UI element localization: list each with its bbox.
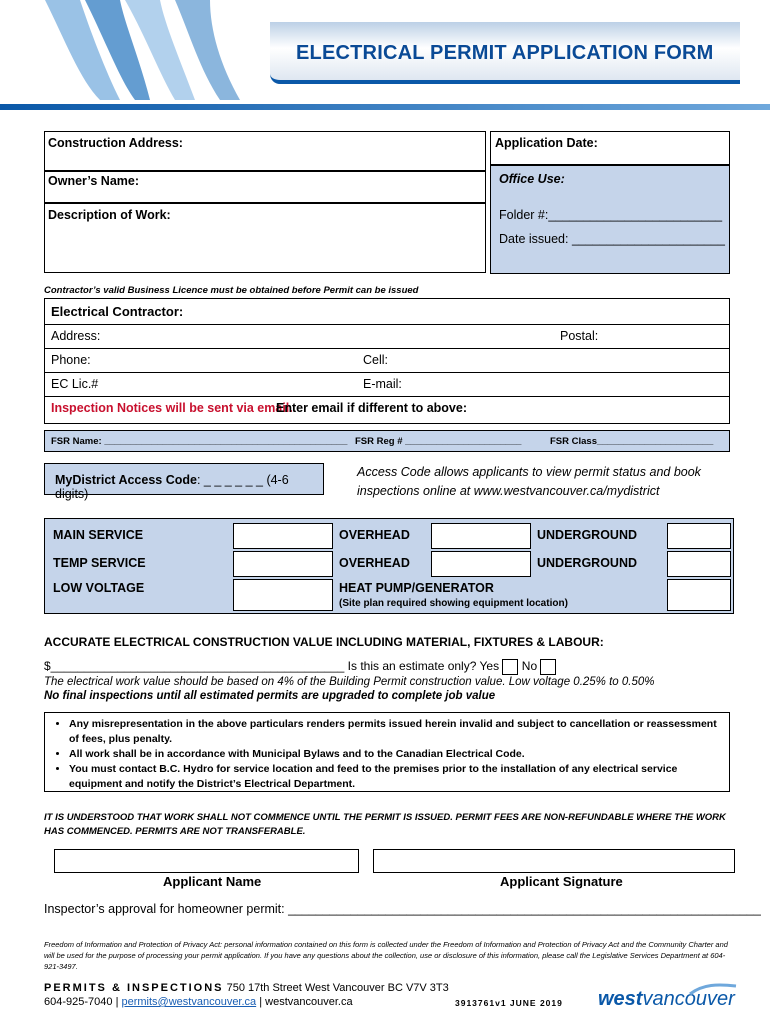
access-note-line1: Access Code allows applicants to view permit status and book: [357, 465, 701, 479]
footer-web[interactable]: westvancouver.ca: [265, 996, 353, 1008]
main-underground-checkbox[interactable]: [667, 523, 731, 549]
final-inspection-note: No final inspections until all estimated permits are upgraded to complete job value: [44, 690, 496, 702]
logo-west: west: [598, 988, 643, 1010]
fsr-class[interactable]: FSR Class______________________: [550, 436, 714, 447]
estimate-no-label: No: [521, 659, 538, 674]
temp-overhead-checkbox[interactable]: [431, 551, 531, 577]
address-label[interactable]: Address:: [51, 329, 101, 343]
page-title: ELECTRICAL PERMIT APPLICATION FORM: [296, 42, 714, 64]
site-plan-note: (Site plan required showing equipment location): [339, 598, 568, 609]
date-issued-label: Date issued: ______________________: [499, 232, 725, 246]
estimate-no-checkbox[interactable]: [540, 659, 556, 675]
office-use-label: Office Use:: [499, 172, 565, 186]
footer-contact-line: [44, 996, 353, 1008]
description-label: Description of Work:: [48, 208, 171, 222]
temp-service-checkbox[interactable]: [233, 551, 333, 577]
owners-name-field[interactable]: [44, 171, 486, 203]
ec-lic-label[interactable]: EC Lic.#: [51, 377, 99, 391]
footer-separator: |: [259, 996, 263, 1008]
temp-underground-label: UNDERGROUND: [537, 556, 637, 570]
condition-item: • All work shall be in accordance with Municipal Bylaws and to the Canadian Electrical Code.: [69, 747, 723, 762]
value-dollar-line: $____________________________________________ Is this an estimate only? Yes: [44, 659, 500, 674]
licence-note: Contractor’s valid Business Licence must be obtained before Permit can be issued: [44, 285, 419, 296]
footer-address-line: [44, 982, 449, 994]
applicant-signature-field[interactable]: [373, 849, 735, 873]
construction-address-label: Construction Address:: [48, 136, 183, 150]
heat-pump-checkbox[interactable]: [667, 579, 731, 611]
footer-separator: |: [115, 996, 119, 1008]
main-service-label-cell: MAIN SERVICE: [53, 528, 144, 542]
west-vancouver-w-graphic: [25, 0, 255, 105]
condition-item: • Any misrepresentation in the above particulars renders permits issued herein invalid and subject to cancellation or reassessment of fees, plus penalty.: [69, 717, 723, 747]
contractor-title: Electrical Contractor:: [51, 304, 184, 319]
construction-address-field[interactable]: [44, 131, 486, 171]
inspection-notice-red: Inspection Notices will be sent via email.: [51, 401, 293, 415]
application-date-label: Application Date:: [495, 136, 598, 150]
footer-email-link[interactable]: permits@westvancouver.ca: [121, 996, 257, 1008]
fsr-row: [44, 430, 730, 452]
phone-label[interactable]: Phone:: [51, 353, 91, 367]
application-date-field[interactable]: [490, 131, 730, 165]
temp-service-label: TEMP SERVICE: [53, 556, 146, 570]
conditions-list: [51, 717, 723, 792]
service-grid: [44, 518, 734, 614]
footer-dept: PERMITS & INSPECTIONS: [44, 982, 224, 994]
inspection-notice-email[interactable]: Enter email if different to above:: [276, 401, 468, 415]
privacy-notice: Freedom of Information and Protection of Privacy Act: personal information contained on this form is collected under the Freedom of Information and Protection of Privacy Act and the Community Charter and will be used for the purpose of processing your permit application. If you have any questions about the collection, use or disclosure of this information, please call the Legislative Services Department at 604-921-3497.: [44, 940, 728, 971]
folder-label: Folder #:_________________________: [499, 208, 723, 222]
header-rule: [0, 104, 770, 110]
owners-name-label: Owner’s Name:: [48, 174, 140, 188]
temp-overhead-label: OVERHEAD: [339, 556, 410, 570]
fsr-name[interactable]: FSR Name: ______________________________________________: [51, 436, 348, 447]
applicant-signature-label: Applicant Signature: [500, 874, 623, 889]
access-note-line2: inspections online at www.westvancouver.ca/mydistrict: [357, 484, 660, 498]
email-label[interactable]: E-mail:: [363, 377, 402, 391]
conditions-box: [44, 712, 730, 792]
access-code-box[interactable]: [44, 463, 324, 501]
main-underground-label: UNDERGROUND: [537, 528, 637, 542]
contractor-box: [44, 298, 730, 424]
cell-label[interactable]: Cell:: [363, 353, 389, 367]
logo-vancouver: vancouver: [642, 988, 735, 1010]
main-service-checkbox[interactable]: [233, 523, 333, 549]
office-use-box: [490, 165, 730, 274]
understood-notice: IT IS UNDERSTOOD THAT WORK SHALL NOT COMMENCE UNTIL THE PERMIT IS ISSUED. PERMIT FEES ARE NON-REFUNDABLE WHERE THE WORK HAS COMMENCED. PERMITS ARE NOT TRANSFERABLE.: [44, 812, 726, 837]
value-line[interactable]: [44, 659, 556, 675]
fsr-reg[interactable]: FSR Reg # ______________________: [355, 436, 522, 447]
value-heading: ACCURATE ELECTRICAL CONSTRUCTION VALUE INCLUDING MATERIAL, FIXTURES & LABOUR:: [44, 635, 604, 649]
value-note: The electrical work value should be based on 4% of the Building Permit construction value. Low voltage 0.25% to 0.50%: [44, 676, 655, 688]
main-overhead-checkbox[interactable]: [431, 523, 531, 549]
footer-address: 750 17th Street West Vancouver BC V7V 3T3: [226, 982, 449, 994]
description-field[interactable]: [44, 203, 486, 273]
footer-phone: 604-925-7040: [44, 996, 113, 1008]
heat-pump-label: HEAT PUMP/GENERATOR: [339, 581, 494, 595]
page-header: [0, 0, 770, 110]
temp-underground-checkbox[interactable]: [667, 551, 731, 577]
main-overhead-label: OVERHEAD: [339, 528, 410, 542]
footer-code: 3913761v1 JUNE 2019: [455, 998, 563, 1008]
low-voltage-label: LOW VOLTAGE: [53, 581, 145, 595]
applicant-name-label: Applicant Name: [163, 874, 262, 889]
logo-swoosh-icon: [688, 982, 738, 996]
access-code-text: MyDistrict Access Code: _ _ _ _ _ _ (4-6 digits): [55, 473, 289, 501]
postal-label[interactable]: Postal:: [560, 329, 599, 343]
inspector-approval-line[interactable]: Inspector’s approval for homeowner permit: ____________________________________________________________________: [44, 902, 761, 916]
estimate-yes-checkbox[interactable]: [502, 659, 518, 675]
low-voltage-checkbox[interactable]: [233, 579, 333, 611]
applicant-name-field[interactable]: [54, 849, 359, 873]
condition-item: • You must contact B.C. Hydro for service location and feed to the premises prior to the installation of any electrical service equipment and notify the District’s Electrical Department.: [69, 762, 723, 792]
